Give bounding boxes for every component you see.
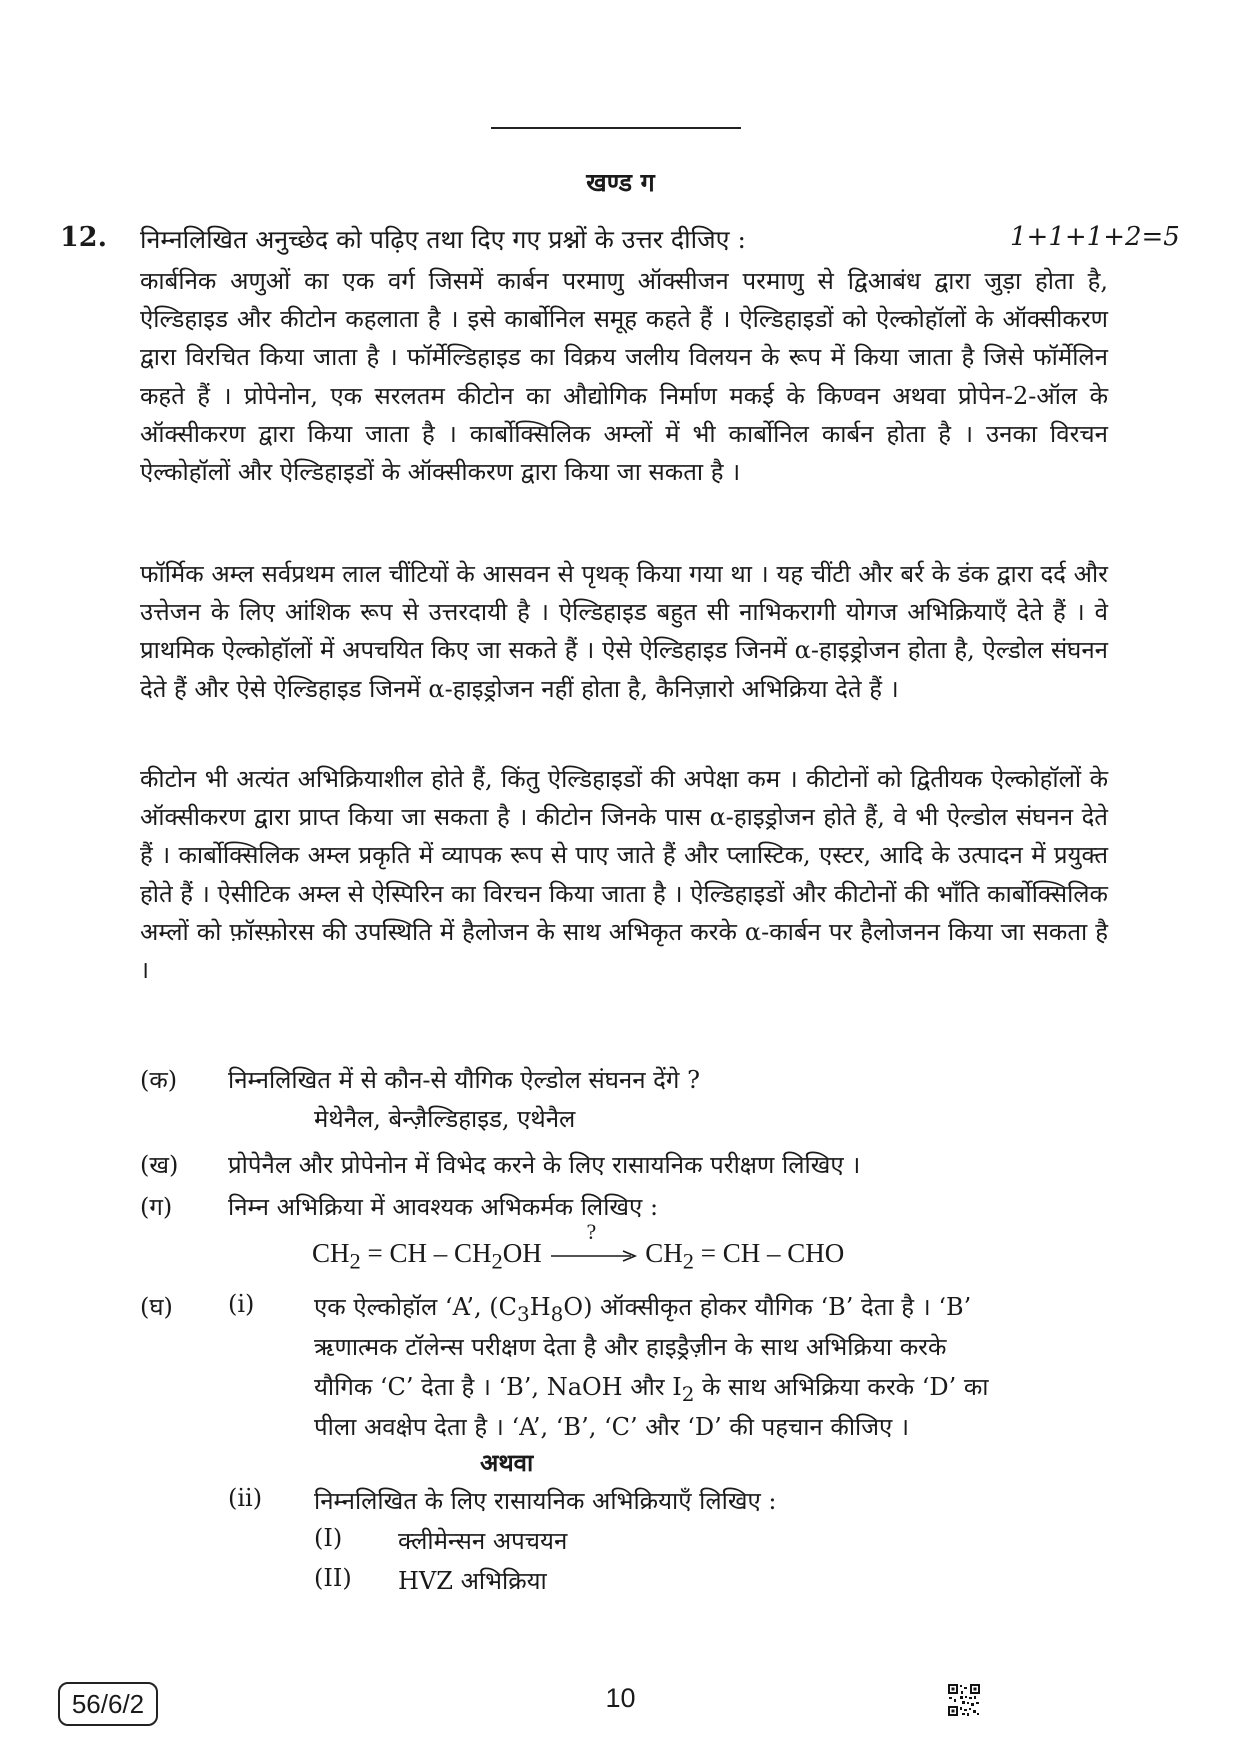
part-gha-i-line-1 xyxy=(314,1290,971,1326)
part-ka-options: मेथेनैल, बेन्ज़ैल्डिहाइड, एथेनैल xyxy=(314,1105,576,1133)
gha-i-line1-a: एक ऐल्कोहॉल ‘A’, (C xyxy=(314,1293,517,1321)
gha-i-line1-sub2: 8 xyxy=(550,1301,564,1326)
part-gha-i-label: (i) xyxy=(228,1290,255,1318)
eq-left-sub-1: 2 xyxy=(349,1248,361,1274)
part-gha-ii-text: निम्नलिखित के लिए रासायनिक अभिक्रियाएँ लिखिए : xyxy=(314,1487,777,1515)
right-arrow-icon xyxy=(549,1249,639,1263)
eq-left-ch: CH xyxy=(312,1238,350,1268)
sub-item-I-label: (I) xyxy=(314,1524,343,1552)
part-kha-label: (ख) xyxy=(140,1151,179,1179)
passage-paragraph-2: फॉर्मिक अम्ल सर्वप्रथम लाल चींटियों के आसवन से पृथक् किया गया था । यह चींटी और बर्र के डंक द्वारा दर्द और उत्तेजन के लिए आंशिक रूप से उत्तरदायी है । ऐल्डिहाइड बहुत सी नाभिकरागी योगज अभिक्रियाएँ देते हैं । वे प्राथमिक ऐल्कोहॉलों में अपचयित किए जा सकते हैं । ऐसे ऐल्डिहाइड जिनमें α-हाइड्रोजन होता है, ऐल्डोल संघनन देते हैं और ऐसे ऐल्डिहाइड जिनमें α-हाइड्रोजन नहीं होता है, कैनिज़ारो अभिक्रिया देते हैं । xyxy=(140,560,1108,703)
part-ka-text: निम्नलिखित में से कौन-से यौगिक ऐल्डोल संघनन देंगे ? xyxy=(228,1066,700,1094)
part-ga-label: (ग) xyxy=(140,1193,173,1221)
part-gha-i-line-4: पीला अवक्षेप देता है । ‘A’, ‘B’, ‘C’ और ‘D’ की पहचान कीजिए । xyxy=(314,1413,910,1441)
passage-paragraph-1: कार्बनिक अणुओं का एक वर्ग जिसमें कार्बन परमाणु ऑक्सीजन परमाणु से द्विआबंध द्वारा जुड़ा होता है, ऐल्डिहाइड और कीटोन कहलाता है । इसे कार्बोनिल समूह कहते हैं । ऐल्डिहाइडों को ऐल्कोहॉलों के ऑक्सीकरण द्वारा विरचित किया जाता है । फॉर्मेल्डिहाइड का विक्रय जलीय विलयन के रूप में किया जाता है जिसे फॉर्मेलिन कहते हैं । प्रोपेनोन, एक सरलतम कीटोन का औद्योगिक निर्माण मकई के किण्वन अथवा प्रोपेन-2-ऑल के ऑक्सीकरण द्वारा किया जाता है । कार्बोक्सिलिक अम्लों में भी कार्बोनिल कार्बन होता है । उनका विरचन ऐल्कोहॉलों और ऐल्डिहाइडों के ऑक्सीकरण द्वारा किया जा सकता है । xyxy=(140,267,1108,487)
eq-left-oh: OH xyxy=(502,1238,542,1268)
part-gha-label: (घ) xyxy=(140,1293,173,1321)
question-instruction: निम्नलिखित अनुच्छेद को पढ़िए तथा दिए गए प्रश्नों के उत्तर दीजिए : xyxy=(140,225,746,254)
qr-code-icon xyxy=(947,1683,981,1717)
part-kha-text: प्रोपेनैल और प्रोपेनोन में विभेद करने के लिए रासायनिक परीक्षण लिखिए । xyxy=(228,1151,861,1179)
part-gha-i-line-2: ऋणात्मक टॉलेन्स परीक्षण देता है और हाइड्रैज़ीन के साथ अभिक्रिया करके xyxy=(314,1333,947,1361)
paper-code: 56/6/2 xyxy=(58,1682,158,1726)
reaction-equation xyxy=(312,1218,845,1274)
gha-i-line1-sub1: 3 xyxy=(516,1301,530,1326)
gha-i-line1-c: O) ऑक्सीकृत होकर यौगिक ‘B’ देता है । ‘B’ xyxy=(563,1293,972,1321)
question-marks: 1+1+1+2=5 xyxy=(1010,222,1180,252)
part-ka-label: (क) xyxy=(140,1066,178,1094)
eq-left-mid: = CH – CH xyxy=(360,1238,492,1268)
section-title: खण्ड ग xyxy=(586,168,655,197)
eq-right-sub: 2 xyxy=(682,1248,695,1274)
eq-right-ch: CH xyxy=(645,1238,683,1268)
eq-right-rest: = CH – CHO xyxy=(694,1238,845,1268)
gha-i-line3-sub: 2 xyxy=(681,1381,695,1406)
question-number: 12. xyxy=(60,222,107,253)
part-gha-ii-label: (ii) xyxy=(228,1484,263,1512)
part-gha-i-line-3 xyxy=(314,1370,988,1406)
eq-left-sub-2: 2 xyxy=(491,1248,503,1274)
or-divider: अथवा xyxy=(480,1448,534,1477)
sub-item-II-label: (II) xyxy=(314,1564,352,1592)
top-rule xyxy=(491,127,741,129)
gha-i-line1-b: H xyxy=(529,1293,551,1321)
part-ga-text: निम्न अभिक्रिया में आवश्यक अभिकर्मक लिखिए : xyxy=(228,1193,659,1221)
reaction-arrow-label: ? xyxy=(586,1218,597,1244)
passage-paragraph-3: कीटोन भी अत्यंत अभिक्रियाशील होते हैं, किंतु ऐल्डिहाइडों की अपेक्षा कम । कीटोनों को द्वितीयक ऐल्कोहॉलों के ऑक्सीकरण द्वारा प्राप्त किया जा सकता है । कीटोन जिनके पास α-हाइड्रोजन होते हैं, वे भी ऐल्डोल संघनन देते हैं । कार्बोक्सिलिक अम्ल प्रकृति में व्यापक रूप से पाए जाते हैं और प्लास्टिक, एस्टर, आदि के उत्पादन में प्रयुक्त होते हैं । ऐसीटिक अम्ल से ऐस्पिरिन का विरचन किया जाता है । ऐल्डिहाइडों और कीटोनों की भाँति कार्बोक्सिलिक अम्लों को फ़ॉस्फ़ोरस की उपस्थिति में हैलोजन के साथ अभिकृत करके α-कार्बन पर हैलोजनन किया जा सकता है । xyxy=(140,765,1108,985)
gha-i-line3-b: के साथ अभिक्रिया करके ‘D’ का xyxy=(694,1373,989,1401)
sub-item-I-text: क्लीमेन्सन अपचयन xyxy=(398,1527,568,1555)
sub-item-II-text: HVZ अभिक्रिया xyxy=(398,1567,547,1595)
reaction-arrow xyxy=(549,1218,639,1271)
gha-i-line3-a: यौगिक ‘C’ देता है । ‘B’, NaOH और I xyxy=(314,1373,682,1401)
page-number: 10 xyxy=(605,1683,636,1713)
